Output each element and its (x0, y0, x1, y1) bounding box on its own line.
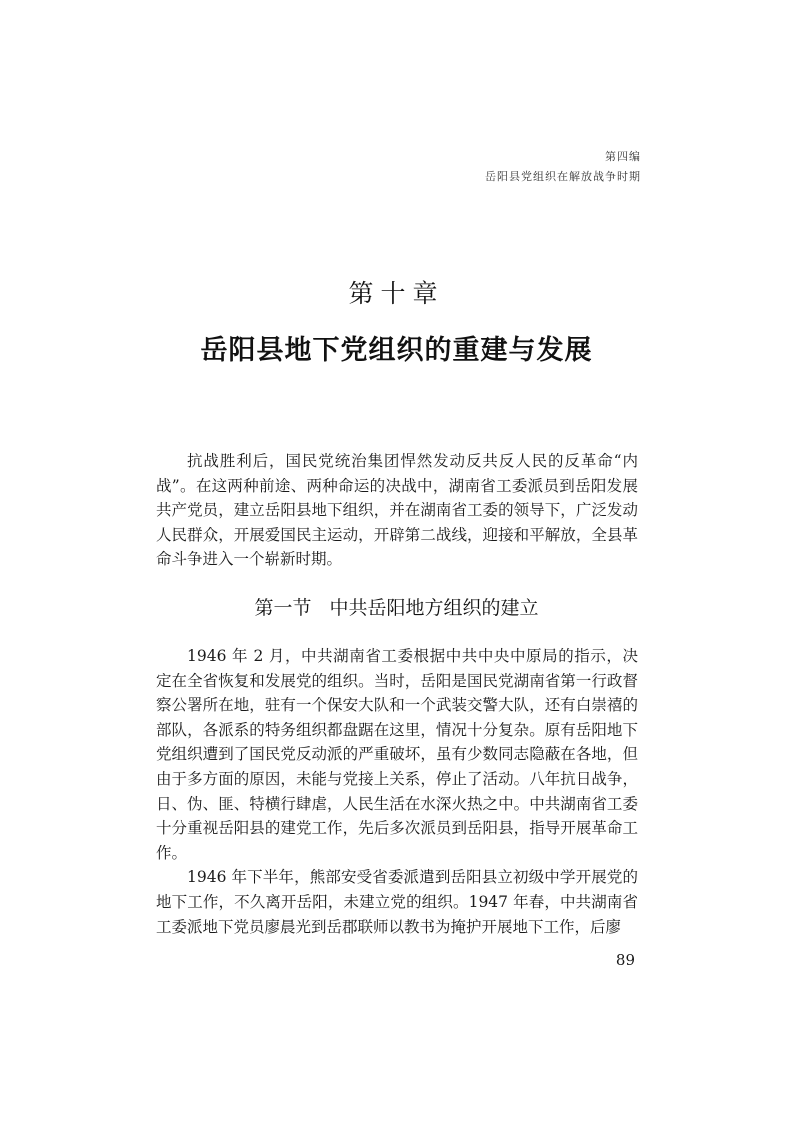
page-number: 89 (615, 951, 635, 969)
chapter-title: 岳阳县地下党组织的重建与发展 (200, 335, 593, 366)
running-head-part: 第四编 (605, 150, 641, 163)
intro-paragraph: 抗战胜利后，国民党统治集团悍然发动反共反人民的反革命“内战”。在这两种前途、两种命运的决战中，湖南省工委派员到岳阳发展共产党员，建立岳阳县地下组织，并在湖南省工委的领导下，广泛发动人民群众，开展爱国民主运动，开辟第二战线，迎接和平解放，全县革命斗争进入一个崭新时期。 (156, 452, 638, 569)
intro-text (156, 449, 638, 572)
chapter-number: 第十章 (348, 279, 445, 308)
running-head-title: 岳阳县党组织在解放战争时期 (485, 170, 641, 183)
section-heading (0, 594, 793, 622)
section-title: 中共岳阳地方组织的建立 (329, 597, 539, 619)
section-label: 第一节 (254, 597, 312, 619)
body-paragraph: 1946 年下半年，熊部安受省委派遣到岳阳县立初级中学开展党的地下工作，不久离开岳阳，未建立党的组织。1947 年春，中共湖南省工委派地下党员廖晨光到岳郡联师以教书为掩护开展地下工作，后廖 (156, 868, 638, 936)
body-paragraph: 1946 年 2 月，中共湖南省工委根据中共中央中原局的指示，决定在全省恢复和发展党的组织。当时，岳阳是国民党湖南省第一行政督察公署所在地，驻有一个保安大队和一个武装交警大队，还有白崇禧的部队，各派系的特务组织都盘踞在这里，情况十分复杂。原有岳阳地下党组织遭到了国民党反动派的严重破坏，虽有少数同志隐蔽在各地，但由于多方面的原因，未能与党接上关系，停止了活动。八年抗日战争，日、伪、匪、特横行肆虐，人民生活在水深火热之中。中共湖南省工委十分重视岳阳县的建党工作，先后多次派员到岳阳县，指导开展革命工作。 (156, 647, 638, 862)
body-text (156, 644, 638, 939)
